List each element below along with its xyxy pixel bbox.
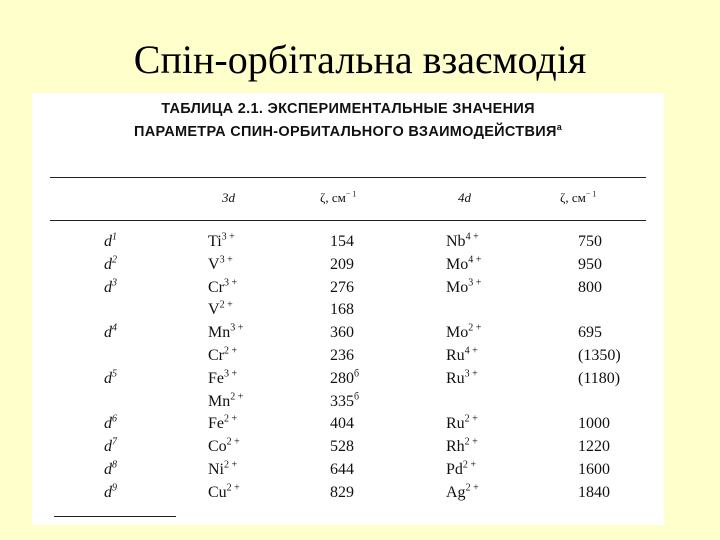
cell-zeta-3d [330, 233, 354, 251]
table-panel [32, 93, 664, 525]
cell-configuration-sup: 8 [112, 459, 117, 471]
cell-ion-3d-text: Mn [208, 324, 231, 342]
cell-configuration-sup: 5 [112, 368, 117, 380]
cell-ion-4d-sup: 4 + [468, 254, 482, 266]
table-row [32, 324, 664, 346]
cell-zeta-3d-text: 829 [330, 483, 354, 501]
cell-zeta-4d [578, 256, 602, 274]
cell-zeta-3d-text: 168 [330, 301, 354, 319]
cell-ion-4d-sup: 2 + [462, 459, 477, 471]
cell-zeta-4d-text: 1000 [578, 415, 610, 433]
cell-zeta-3d-text: 276 [330, 278, 354, 296]
cell-ion-4d-text: Rh [446, 438, 465, 456]
header-4d [458, 190, 471, 206]
cell-configuration-sup: 3 [112, 277, 117, 289]
cell-configuration-sup: 9 [112, 482, 117, 494]
cell-ion-3d [208, 233, 235, 251]
cell-configuration-text: d [104, 461, 112, 478]
table-row [32, 438, 664, 460]
table-caption-line1: ТАБЛИЦА 2.1. ЭКСПЕРИМЕНТАЛЬНЫЕ ЗНАЧЕНИЯ [161, 101, 535, 117]
cell-ion-4d [446, 256, 481, 274]
cell-ion-3d-sup: 2 + [224, 459, 238, 471]
cell-ion-3d [208, 279, 237, 297]
cell-zeta-3d [330, 484, 354, 502]
cell-zeta-3d-sup: б [354, 391, 360, 403]
cell-ion-3d-sup: 2 + [230, 391, 244, 403]
cell-ion-4d-text: Pd [446, 461, 463, 478]
table-header-rule [50, 220, 646, 221]
cell-configuration-sup: 2 [112, 254, 117, 266]
cell-ion-3d-sup: 2 + [226, 482, 240, 494]
cell-ion-3d-text: V [208, 255, 220, 273]
cell-ion-3d-text: Cr [208, 278, 224, 296]
cell-ion-4d-sup: 4 + [465, 231, 479, 243]
cell-ion-3d [208, 324, 243, 342]
cell-ion-4d [446, 415, 478, 433]
cell-zeta-3d-text: 209 [330, 255, 354, 273]
cell-zeta-3d [330, 347, 354, 365]
table-caption-footnote-mark: а [556, 122, 562, 133]
cell-configuration-sup: 1 [112, 231, 117, 243]
cell-zeta-4d [578, 461, 610, 479]
cell-ion-3d-text: Ti [208, 233, 222, 250]
cell-ion-4d-text: Nb [446, 233, 466, 250]
cell-zeta-4d-text: 1840 [578, 483, 610, 501]
cell-ion-4d-sup: 2 + [464, 436, 478, 448]
cell-ion-4d [446, 279, 481, 297]
cell-ion-3d-text: Co [208, 438, 227, 456]
cell-zeta-4d [578, 279, 602, 297]
table-caption-line2 [32, 124, 664, 140]
header-zeta-3d-power: − 1 [345, 189, 357, 199]
cell-configuration [104, 438, 117, 456]
cell-zeta-3d-text: 280 [330, 369, 354, 387]
cell-zeta-4d [578, 415, 610, 433]
cell-zeta-3d-text: 644 [330, 461, 354, 478]
cell-ion-3d-text: Cu [208, 483, 227, 501]
cell-zeta-3d [330, 256, 354, 274]
cell-zeta-4d [578, 370, 620, 388]
cell-configuration-text: d [104, 438, 112, 456]
cell-ion-3d-sup: 2 + [219, 300, 233, 312]
cell-configuration [104, 279, 117, 297]
cell-ion-3d-sup: 3 + [221, 231, 235, 243]
cell-ion-3d-text: Cr [208, 347, 224, 364]
cell-zeta-3d-text: 360 [330, 324, 354, 342]
table-row [32, 256, 664, 278]
cell-ion-4d-text: Ru [446, 415, 465, 433]
cell-ion-4d [446, 324, 481, 342]
cell-ion-4d [446, 347, 478, 365]
cell-ion-4d-text: Ru [446, 369, 465, 387]
cell-ion-3d-sup: 2 + [226, 436, 240, 448]
cell-zeta-3d [330, 301, 354, 319]
cell-zeta-3d-sup: б [354, 368, 360, 380]
cell-ion-3d-sup: 3 + [224, 277, 238, 289]
table-row [32, 301, 664, 323]
table-row [32, 484, 664, 506]
cell-ion-4d [446, 461, 476, 479]
cell-ion-3d-text: Ni [208, 461, 224, 478]
cell-configuration [104, 256, 117, 274]
table-row [32, 461, 664, 483]
cell-zeta-4d-text: 950 [578, 255, 602, 273]
cell-ion-4d-sup: 4 + [464, 345, 478, 357]
cell-zeta-3d [330, 461, 354, 479]
header-zeta-4d-text: ζ, см [560, 190, 586, 205]
cell-ion-4d [446, 233, 479, 251]
cell-ion-4d [446, 484, 479, 502]
header-zeta-3d [320, 190, 356, 206]
cell-zeta-3d [330, 438, 354, 456]
cell-zeta-3d [330, 415, 354, 433]
cell-ion-3d-text: Fe [208, 369, 224, 387]
cell-ion-3d [208, 256, 233, 274]
cell-configuration [104, 324, 117, 342]
header-zeta-3d-text: ζ, см [320, 190, 346, 205]
cell-ion-4d-sup: 2 + [465, 482, 479, 494]
cell-configuration-text: d [104, 278, 112, 296]
cell-ion-3d [208, 461, 237, 479]
cell-ion-3d-sup: 3 + [224, 368, 238, 380]
cell-configuration-text: d [104, 369, 112, 387]
header-zeta-4d-power: − 1 [585, 189, 597, 199]
cell-ion-4d [446, 438, 478, 456]
cell-zeta-4d [578, 438, 610, 456]
cell-ion-4d [446, 370, 478, 388]
cell-ion-3d-sup: 3 + [230, 322, 244, 334]
cell-ion-4d-text: Ag [446, 483, 466, 501]
cell-ion-4d-sup: 2 + [468, 322, 482, 334]
header-4d-text: 4d [458, 190, 471, 205]
cell-configuration [104, 370, 117, 388]
cell-zeta-4d-text: (1350) [578, 347, 621, 364]
cell-configuration-text: d [104, 483, 112, 501]
cell-zeta-3d-text: 404 [330, 415, 354, 433]
cell-ion-4d-text: Mo [446, 324, 469, 342]
cell-zeta-3d-text: 528 [330, 438, 354, 456]
cell-configuration-sup: 6 [112, 414, 117, 426]
cell-ion-3d-text: V [208, 301, 220, 319]
cell-zeta-4d-text: 695 [578, 324, 602, 342]
header-3d-text: 3d [222, 190, 235, 205]
table-row [32, 279, 664, 301]
table-row [32, 347, 664, 369]
cell-zeta-4d [578, 484, 610, 502]
header-zeta-4d [560, 190, 596, 206]
cell-configuration-text: d [104, 415, 112, 433]
cell-configuration-text: d [104, 324, 112, 342]
cell-zeta-4d-text: (1180) [578, 369, 621, 387]
cell-configuration [104, 484, 117, 502]
cell-zeta-4d [578, 324, 602, 342]
cell-zeta-4d [578, 233, 602, 251]
table-row [32, 415, 664, 437]
cell-zeta-3d [330, 393, 359, 411]
cell-ion-3d-sup: 3 + [219, 254, 233, 266]
cell-configuration-text: d [104, 255, 112, 273]
cell-ion-4d-sup: 3 + [464, 368, 478, 380]
cell-ion-3d-sup: 2 + [224, 345, 238, 357]
cell-zeta-4d-text: 800 [578, 278, 602, 296]
cell-zeta-3d-text: 335 [330, 392, 354, 410]
cell-ion-3d-sup: 2 + [224, 414, 238, 426]
header-3d [222, 190, 235, 206]
cell-zeta-4d-text: 750 [578, 233, 602, 250]
table-row [32, 233, 664, 255]
cell-ion-3d [208, 484, 240, 502]
cell-zeta-3d-text: 236 [330, 347, 354, 364]
cell-configuration-sup: 4 [112, 322, 117, 334]
cell-ion-4d-text: Mo [446, 278, 469, 296]
cell-zeta-3d-text: 154 [330, 233, 354, 250]
cell-zeta-3d [330, 370, 359, 388]
cell-ion-3d [208, 393, 243, 411]
cell-ion-4d-sup: 3 + [468, 277, 482, 289]
table-top-rule [50, 177, 646, 178]
cell-ion-3d [208, 347, 237, 365]
cell-configuration-sup: 7 [112, 436, 117, 448]
cell-configuration [104, 415, 117, 433]
cell-zeta-4d-text: 1600 [578, 461, 610, 478]
cell-configuration-text: d [104, 233, 112, 250]
cell-ion-3d [208, 301, 233, 319]
cell-ion-3d-text: Fe [208, 415, 224, 433]
table-row [32, 393, 664, 415]
cell-configuration [104, 233, 117, 251]
cell-ion-3d [208, 438, 240, 456]
cell-ion-3d [208, 370, 237, 388]
slide-title: Спін-орбітальна взаємодія [133, 37, 587, 82]
cell-zeta-4d-text: 1220 [578, 438, 610, 456]
cell-ion-3d [208, 415, 237, 433]
cell-configuration [104, 461, 117, 479]
cell-ion-4d-sup: 2 + [464, 414, 478, 426]
cell-ion-3d-text: Mn [208, 392, 231, 410]
cell-ion-4d-text: Ru [446, 347, 465, 364]
table-row [32, 370, 664, 392]
cell-zeta-4d [578, 347, 621, 365]
cell-zeta-3d [330, 324, 354, 342]
table-caption-line2-text: ПАРАМЕТРА СПИН-ОРБИТАЛЬНОГО ВЗАИМОДЕЙСТВИЯ [134, 124, 557, 140]
table-bottom-rule [54, 516, 176, 517]
cell-ion-4d-text: Mo [446, 255, 469, 273]
cell-zeta-3d [330, 279, 354, 297]
